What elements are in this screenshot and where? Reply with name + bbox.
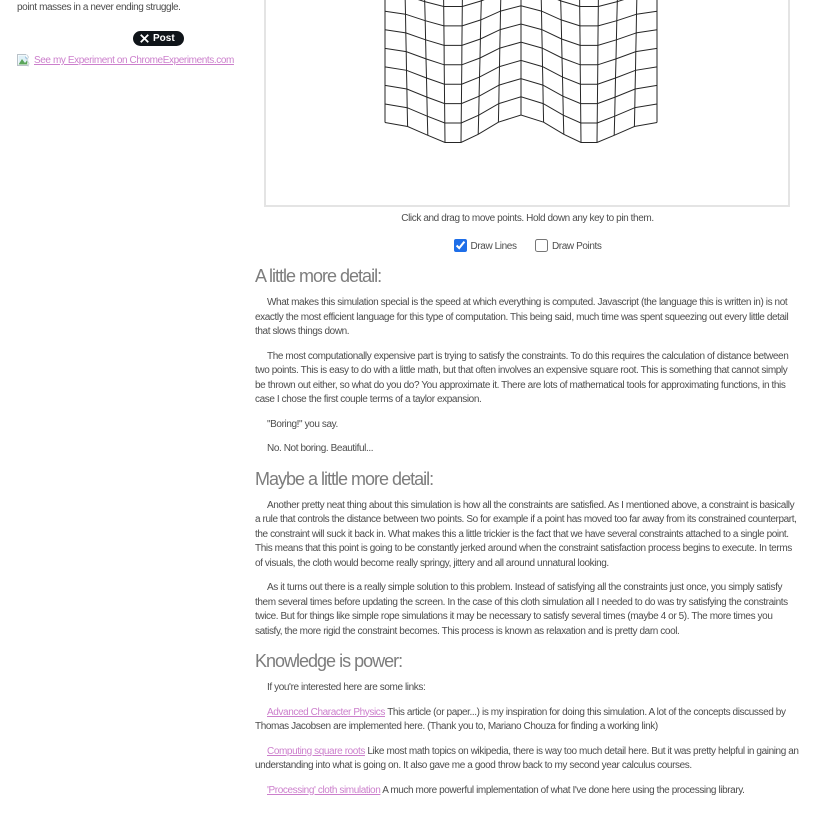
links-intro: If you're interested here are some links: — [267, 682, 426, 693]
share-row — [17, 30, 235, 48]
paragraph: The most computationally expensive part is trying to satisfy the constraints. To do this requires the calculation of distance between two points. This is easy to do with a little math, but that often involves an expensive square root. This is something that cannot simply be thrown out either, so what do you do? You approximate it. There are lots of mathematical tools for approximating functions, in this case I chose the first couple terms of a taylor expansion. — [255, 350, 789, 405]
link-paragraph — [255, 745, 800, 774]
paragraph: As it turns out there is a really simple solution to this problem. Instead of satisfying all the constraints just once, you simply satisfy them several times before updating the screen. In the case of this cloth simulation all I needed to do was try satisfying the constraints twice. But for things like simple rope simulations it may be necessary to satisfy several times (maybe 4 or 5). The more times you satisfy, the more rigid the constraint becomes. This process is known as relaxation and is pretty darn cool. — [255, 582, 788, 637]
broken-image-icon — [17, 54, 32, 67]
paragraph: Another pretty neat thing about this simulation is how all the constraints are satisfied. As I mentioned above, a constraint is basically a rule that controls the distance between two points. So for example if a point has moved too far away from its constrained counterpart, the constraint will suck it back in. What makes this a little trickier is the fact that we have several constraints attached to a single point. This means that this point is going to be constantly jerked around when the constraint satisfaction process begins to execute. In terms of visuals, the cloth would become really springy, jittery and all around unnatural looking. — [255, 499, 797, 569]
draw-controls — [255, 239, 800, 255]
link-description: This article (or paper...) is my inspiration for doing this simulation. A lot of the concepts discussed by Thomas Jacobsen are implemented here. (Thank you to, Mariano Chouza for finding a working link) — [255, 706, 786, 732]
canvas-instructions: Click and drag to move points. Hold down any key to pin them. — [401, 213, 654, 224]
section-heading-a-little-more-detail: A little more detail: — [255, 266, 382, 286]
chrome-experiments-link[interactable]: See my Experiment on ChromeExperiments.com — [34, 55, 234, 66]
paragraph: "Boring!" you say. — [267, 418, 338, 430]
draw-points-control[interactable] — [535, 241, 602, 252]
cloth-mesh — [266, 0, 788, 205]
draw-points-checkbox[interactable] — [535, 239, 548, 252]
paragraph: No. Not boring. Beautiful... — [267, 443, 374, 454]
post-button-label: Post — [153, 33, 175, 44]
draw-lines-label: Draw Lines — [470, 240, 517, 252]
link-computing-square-roots[interactable]: Computing square roots — [267, 745, 365, 757]
x-logo-icon — [140, 34, 149, 43]
link-processing-cloth-simulation[interactable]: 'Processing' cloth simulation — [267, 784, 381, 796]
paragraph: What makes this simulation special is the speed at which everything is computed. Javascript (the language this is written in) is not exactly the most efficient language for this type of computation. This being said, much time was spent squeezing out every little detail that slows things down. — [255, 297, 789, 337]
cloth-simulation-canvas[interactable] — [264, 0, 790, 207]
sidebar — [17, 2, 235, 67]
content-column — [255, 0, 800, 808]
link-description: Like most math topics on wikipedia, there is way too much detail here. But it was pretty helpful in gaining an understanding into what is going on. It also gave me a good throw back to my second year calculus courses. — [255, 745, 799, 771]
section-heading-maybe-more-detail: Maybe a little more detail: — [255, 468, 434, 489]
intro-text-tail: point masses in a never ending struggle. — [17, 2, 181, 13]
section-heading-knowledge-is-power: Knowledge is power: — [255, 651, 403, 671]
link-paragraph — [255, 706, 800, 735]
link-paragraph — [255, 784, 800, 799]
experiment-link-row — [17, 54, 235, 67]
draw-lines-control[interactable] — [454, 241, 517, 252]
draw-lines-checkbox[interactable] — [454, 239, 467, 252]
x-post-button[interactable] — [133, 31, 184, 46]
link-description: A much more powerful implementation of what I've done here using the processing library. — [382, 784, 745, 796]
draw-points-label: Draw Points — [551, 240, 602, 252]
link-advanced-character-physics[interactable]: Advanced Character Physics — [267, 706, 385, 718]
